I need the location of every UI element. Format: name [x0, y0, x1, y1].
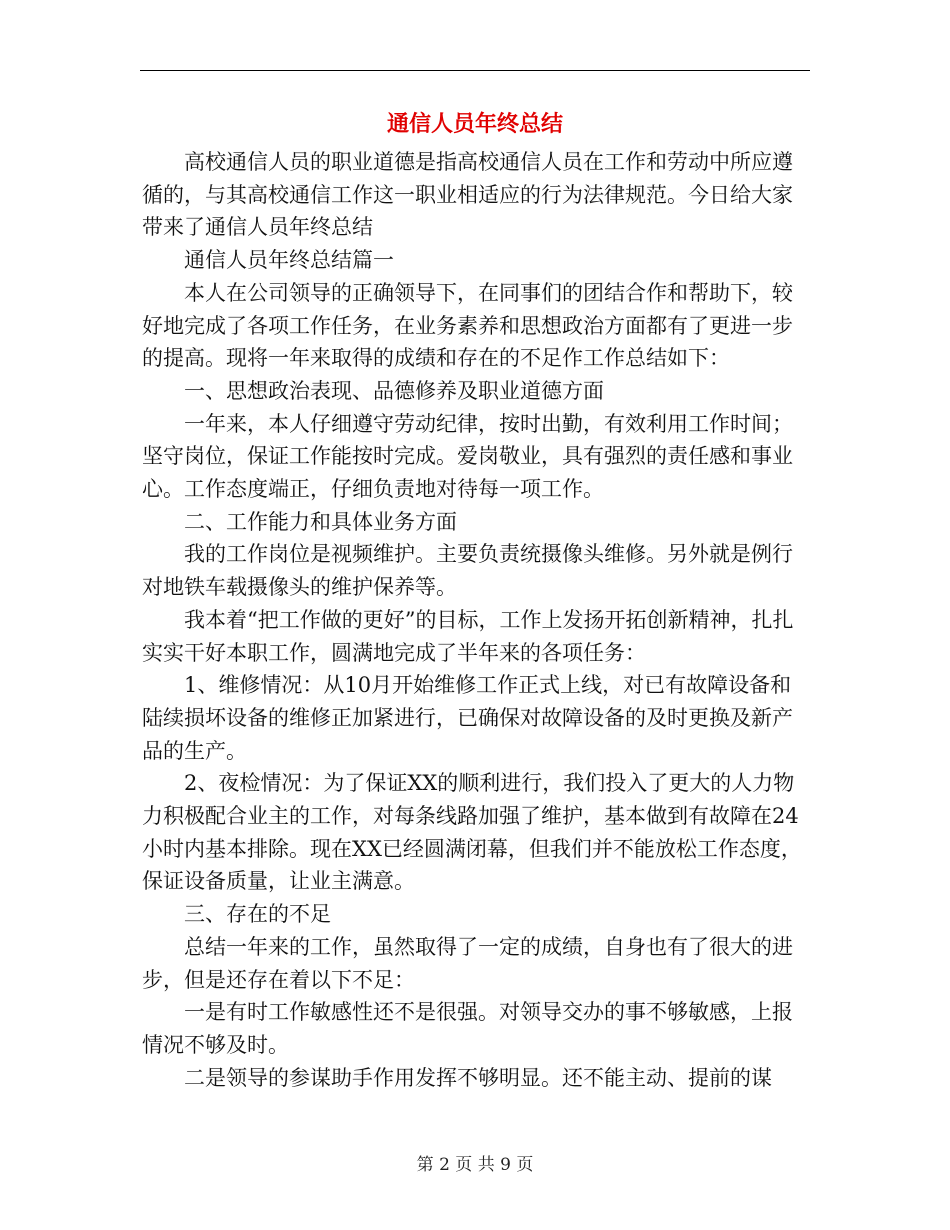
paragraph: 总结一年来的工作，虽然取得了一定的成绩，自身也有了很大的进步，但是还存在着以下不足：: [142, 934, 793, 992]
paragraph-shortcoming-1: 一是有时工作敏感性还不是很强。对领导交办的事不够敏感，上报情况不够及时。: [142, 1000, 793, 1057]
paragraph-night-check: 2、夜检情况：为了保证XX的顺利进行，我们投入了更大的人力物力积极配合业主的工作，对每条线路加强了维护，基本做到有故障在24小时内基本排除。现在XX已经圆满闭幕，但我们并不能放松工作态度，保证设备质量，让业主满意。: [142, 771, 802, 894]
paragraph: 本人在公司领导的正确领导下，在同事们的团结合作和帮助下，较好地完成了各项工作任务，在业务素养和思想政治方面都有了更进一步的提高。现将一年来取得的成绩和存在的不足作工作总结如下：: [142, 280, 793, 371]
paragraph-shortcoming-2: 二是领导的参谋助手作用发挥不够明显。还不能主动、提前的谋: [184, 1065, 772, 1090]
paragraph: 一年来，本人仔细遵守劳动纪律，按时出勤，有效利用工作时间；坚守岗位，保证工作能按时完成。爱岗敬业，具有强烈的责任感和事业心。工作态度端正，仔细负责地对待每一项工作。: [142, 411, 793, 502]
page-footer: [140, 1150, 810, 1175]
paragraph-section-title: 通信人员年终总结篇一: [184, 248, 394, 273]
paragraph: 我本着“把工作做的更好”的目标，工作上发扬开拓创新精神，扎扎实实干好本职工作，圆满地完成了半年来的各项任务：: [142, 607, 794, 665]
paragraph-intro: 高校通信人员的职业道德是指高校通信人员在工作和劳动中所应遵循的，与其高校通信工作这一职业相适应的行为法律规范。今日给大家带来了通信人员年终总结: [142, 150, 793, 240]
document-body: [142, 146, 812, 1094]
document-title: 通信人员年终总结: [386, 112, 563, 137]
paragraph-repair: 1、维修情况：从10月开始维修工作正式上线，对已有故障设备和陆续损坏设备的维修正加紧进行，已确保对故障设备的及时更换及新产品的生产。: [142, 673, 793, 763]
page-number: 第 2 页 共 9 页: [416, 1155, 534, 1175]
paragraph: 我的工作岗位是视频维护。主要负责统摄像头维修。另外就是例行对地铁车载摄像头的维护保养等。: [142, 542, 793, 600]
heading-politics: 一、思想政治表现、品德修养及职业道德方面: [184, 378, 604, 403]
heading-work-ability: 二、工作能力和具体业务方面: [184, 509, 457, 534]
header-rule: [140, 70, 810, 71]
heading-shortcomings: 三、存在的不足: [184, 902, 331, 927]
